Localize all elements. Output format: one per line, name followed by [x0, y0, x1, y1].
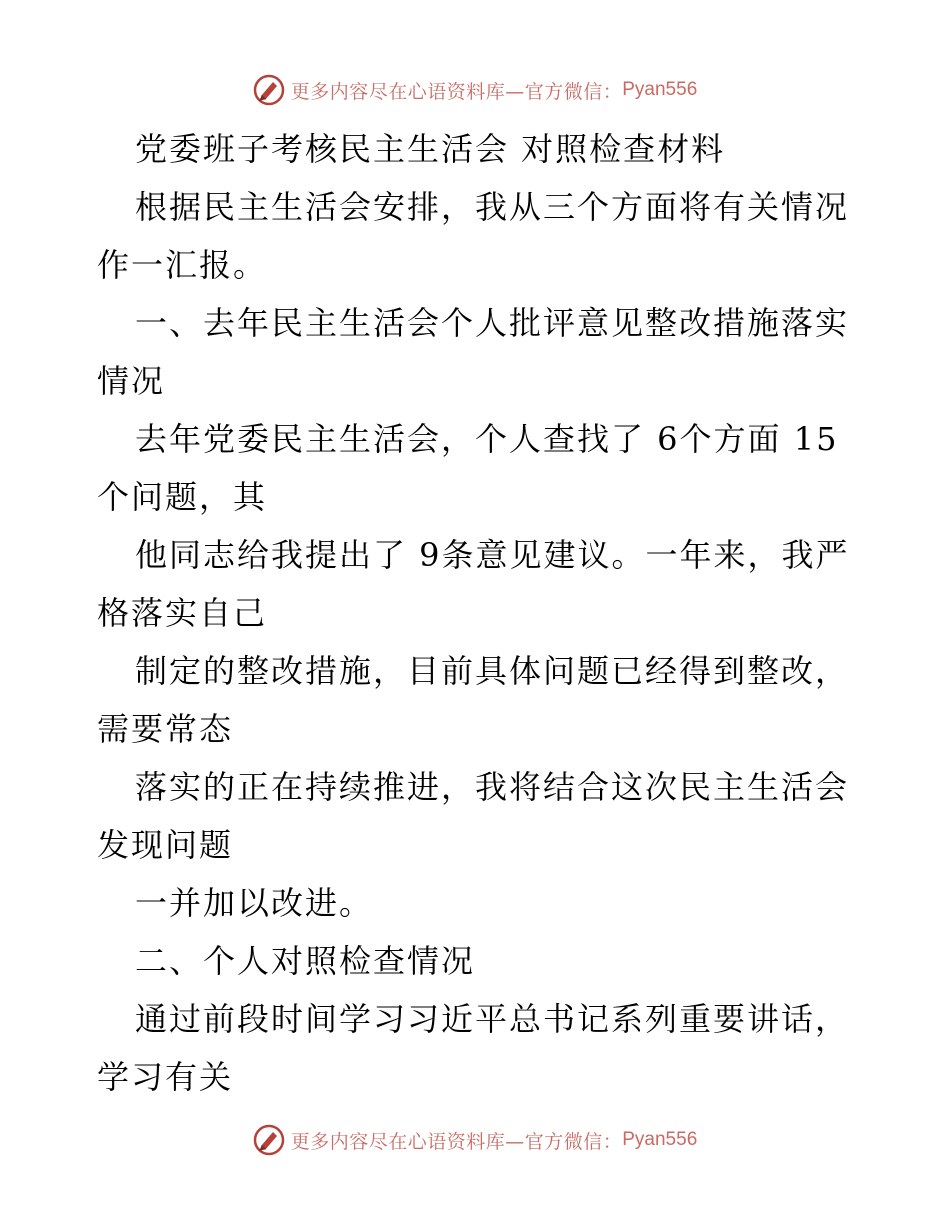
paragraph: 一并加以改进。 [135, 884, 374, 922]
header-watermark [0, 72, 950, 108]
section-heading: 二、个人对照检查情况 [135, 942, 476, 980]
paragraph: 去年党委民主生活会，个人查找了 6个方面 15个问题，其 [97, 420, 839, 516]
watermark-handle: Pyan556 [622, 1129, 698, 1150]
pen-logo-icon [253, 1124, 285, 1156]
document-title: 党委班子考核民主生活会 对照检查材料 [135, 130, 726, 168]
footer-watermark [0, 1122, 950, 1158]
watermark-handle: Pyan556 [622, 79, 698, 100]
pen-logo-icon [253, 74, 285, 106]
section-heading: 一、去年民主生活会个人批评意见整改措施落实情况 [97, 304, 850, 400]
watermark-text: 更多内容尽在心语资料库—官方微信： [290, 80, 623, 103]
paragraph: 根据民主生活会安排，我从三个方面将有关情况作一汇报。 [97, 188, 850, 284]
paragraph: 他同志给我提出了 9条意见建议。一年来，我严格落实自己 [97, 536, 850, 632]
paragraph: 落实的正在持续推进，我将结合这次民主生活会发现问题 [97, 768, 850, 864]
document-body [97, 120, 857, 1106]
watermark-text: 更多内容尽在心语资料库—官方微信： [290, 1130, 623, 1153]
paragraph: 制定的整改措施，目前具体问题已经得到整改，需要常态 [97, 652, 850, 748]
paragraph: 通过前段时间学习习近平总书记系列重要讲话，学习有关 [97, 1000, 850, 1096]
